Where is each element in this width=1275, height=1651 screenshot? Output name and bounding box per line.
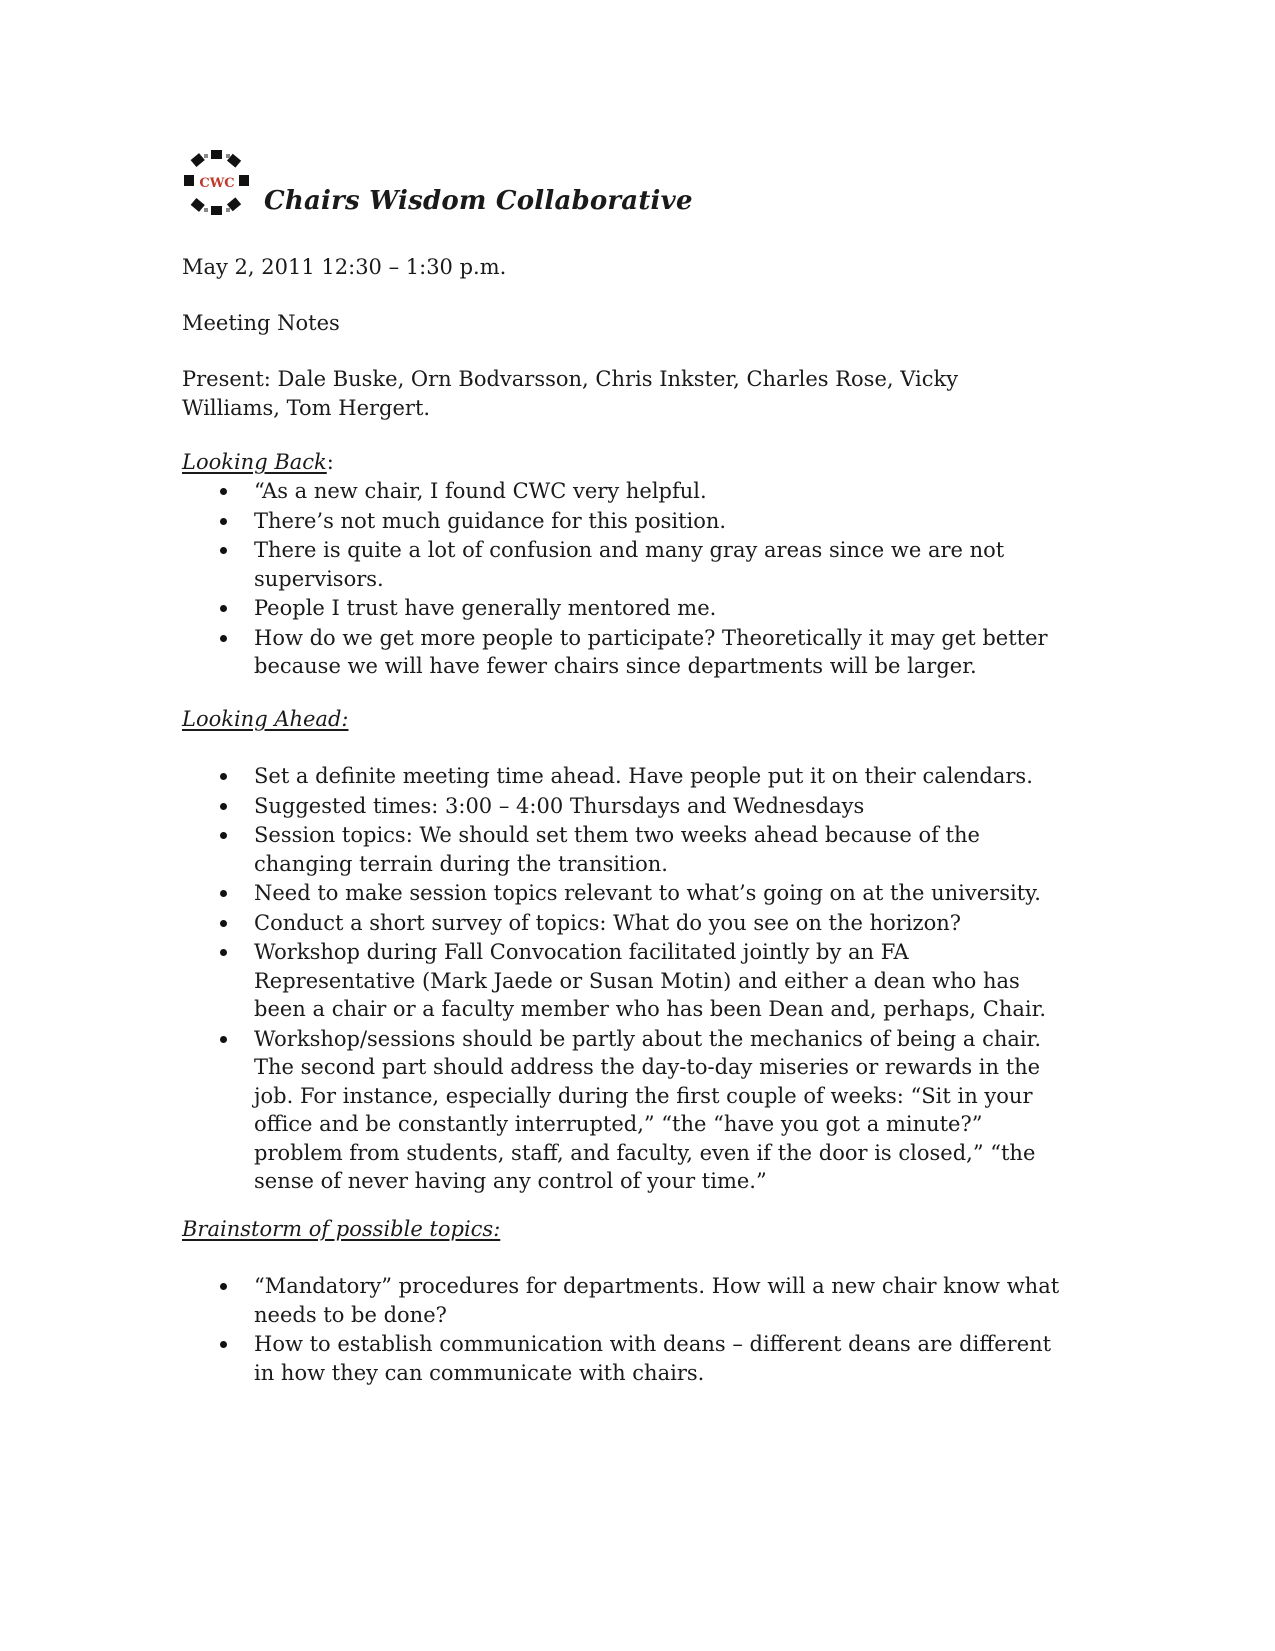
- bullet-icon: [220, 890, 227, 897]
- list-item-text: Workshop/sessions should be partly about the mechanics of being a chair. The second part should address the day-to-day miseries or rewards in the job. For instance, especially during the first couple of weeks: “Sit in your office and be constantly interrupted,” “the “have you got a minute?” problem from students, staff, and faculty, even if the door is closed,” “the sense of never having any control of your time.”: [254, 1026, 1042, 1193]
- present-attendees: Present: Dale Buske, Orn Bodvarsson, Chris Inkster, Charles Rose, Vicky Williams, Tom Hergert.: [182, 367, 959, 420]
- looking-ahead-heading: [182, 705, 348, 734]
- list-item-text: Suggested times: 3:00 – 4:00 Thursdays and Wednesdays: [254, 793, 865, 818]
- bullet-icon: [220, 803, 227, 810]
- list-item: [182, 762, 1062, 791]
- list-item: [182, 879, 1062, 908]
- looking-ahead-list: [182, 762, 1062, 1197]
- bullet-icon: [220, 518, 227, 525]
- list-item-text: “As a new chair, I found CWC very helpful.: [254, 479, 707, 503]
- list-item-text: There is quite a lot of confusion and many gray areas since we are not supervisors.: [254, 538, 1005, 591]
- list-item: [182, 536, 1062, 593]
- bullet-icon: [220, 1341, 227, 1348]
- list-item-text: Session topics: We should set them two weeks ahead because of the changing terrain during the transition.: [254, 823, 980, 876]
- bullet-icon: [220, 832, 227, 839]
- bullet-icon: [220, 488, 227, 495]
- brainstorm-list: [182, 1272, 1062, 1388]
- document-header: [182, 150, 693, 230]
- bullet-icon: [220, 547, 227, 554]
- logo-text: CWC: [199, 176, 235, 191]
- list-item: [182, 1330, 1062, 1387]
- looking-ahead-heading-text: Looking Ahead:: [182, 707, 349, 731]
- bullet-icon: [220, 1036, 227, 1043]
- looking-back-heading-colon: :: [326, 450, 334, 474]
- meeting-notes-label: Meeting Notes: [182, 311, 340, 335]
- list-item-text: How do we get more people to participate? Theoretically it may get better because we will have fewer chairs since departments will be larger.: [254, 625, 1048, 678]
- looking-back-list: [182, 477, 1062, 682]
- list-item-text: “Mandatory” procedures for departments. How will a new chair know what needs to be done?: [254, 1274, 1060, 1327]
- list-item: [182, 1272, 1062, 1329]
- cwc-logo: [182, 150, 252, 216]
- bullet-icon: [220, 605, 227, 612]
- list-item-text: Set a definite meeting time ahead. Have people put it on their calendars.: [254, 764, 1033, 788]
- brainstorm-heading-text: Brainstorm of possible topics:: [182, 1217, 501, 1241]
- list-item-text: People I trust have generally mentored me.: [254, 596, 717, 620]
- list-item: [182, 938, 1062, 1024]
- list-item: [182, 821, 1062, 878]
- list-item-text: Workshop during Fall Convocation facilitated jointly by an FA Representative (Mark Jaede or Susan Motin) and either a dean who has been a chair or a faculty member who has been Dean and, perhaps, Chair.: [254, 940, 1046, 1021]
- list-item: [182, 624, 1062, 681]
- list-item: [182, 1025, 1062, 1196]
- brainstorm-heading: [182, 1215, 500, 1244]
- list-item: [182, 507, 1062, 536]
- list-item-text: Conduct a short survey of topics: What do you see on the horizon?: [254, 910, 962, 935]
- bullet-icon: [220, 920, 227, 927]
- list-item-text: How to establish communication with deans – different deans are different in how they can communicate with chairs.: [254, 1332, 1052, 1385]
- bullet-icon: [220, 773, 227, 780]
- list-item-text: There’s not much guidance for this position.: [254, 508, 727, 533]
- list-item-text: Need to make session topics relevant to what’s going on at the university.: [254, 881, 1041, 905]
- bullet-icon: [220, 1283, 227, 1290]
- list-item: [182, 792, 1062, 821]
- looking-back-heading: [182, 448, 334, 477]
- list-item: [182, 909, 1062, 938]
- bullet-icon: [220, 949, 227, 956]
- list-item: [182, 477, 1062, 506]
- org-title: Chairs Wisdom Collaborative: [264, 186, 693, 216]
- looking-back-heading-text: Looking Back: [182, 450, 327, 474]
- list-item: [182, 594, 1062, 623]
- meeting-date: May 2, 2011 12:30 – 1:30 p.m.: [182, 255, 507, 279]
- bullet-icon: [220, 635, 227, 642]
